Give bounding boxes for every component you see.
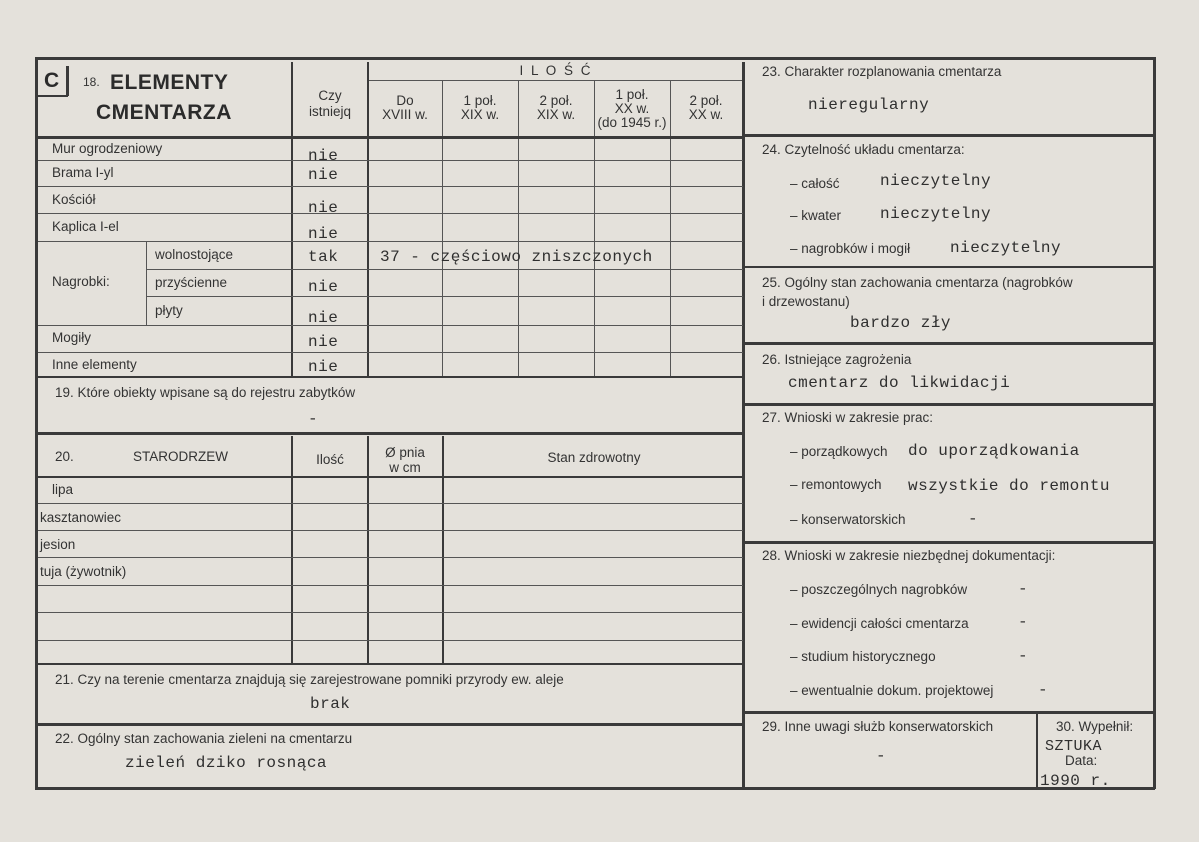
- ilosc-underline: [368, 80, 742, 81]
- element-label-slabs: płyty: [155, 303, 183, 318]
- section-letter-underline: [38, 95, 68, 97]
- q21-label: 21. Czy na terenie cmentarza znajdują się zarejestrowane pomniki przyrody ew. aleje: [55, 672, 564, 687]
- period-header-1: 1 poł. XIX w.: [460, 93, 500, 122]
- row-line: [38, 585, 743, 586]
- q20-col-health: Stan zdrowotny: [547, 450, 641, 465]
- section-19-bottom: [38, 432, 743, 435]
- period-header-3: 1 poł. XX w. (do 1945 r.): [597, 87, 667, 130]
- q25-value: bardzo zły: [850, 314, 952, 332]
- q27-item-conservation-label: – konserwatorskich: [790, 512, 906, 527]
- q23-value: nieregularny: [808, 96, 930, 114]
- q22-label: 22. Ogólny stan zachowania zieleni na cmentarzu: [55, 731, 353, 746]
- row-line: [38, 325, 743, 326]
- q28-item-historical-value: -: [1018, 647, 1029, 665]
- section-21-bottom: [38, 723, 743, 726]
- element-value-other: nie: [308, 358, 339, 376]
- col-sep-nagrobki: [146, 241, 147, 325]
- tree-row-2: jesion: [40, 537, 76, 552]
- q20-col-sep-3: [442, 436, 444, 664]
- frame-bottom: [35, 787, 1155, 790]
- element-value-slabs: nie: [308, 309, 339, 327]
- q20-col-sep-1: [291, 436, 293, 664]
- section-letter: C: [44, 69, 60, 92]
- element-value-wall-mounted: nie: [308, 278, 339, 296]
- element-label-church: Kościół: [52, 192, 96, 207]
- row-line: [38, 241, 743, 242]
- element-label-freestanding: wolnostojące: [155, 247, 234, 262]
- element-label-other: Inne elementy: [52, 357, 137, 372]
- element-label-chapel: Kaplica I-el: [52, 219, 119, 234]
- row-line: [38, 640, 743, 641]
- section-18-bottom: [38, 376, 743, 378]
- middle-divider: [742, 62, 745, 788]
- q27-item-cleanup-value: do uporządkowania: [908, 442, 1080, 460]
- q29-q30-divider: [1036, 713, 1038, 787]
- exists-header-l1: Czy: [318, 88, 342, 103]
- q29-value: -: [876, 747, 887, 765]
- q24-label: 24. Czytelność układu cmentarza:: [762, 142, 965, 157]
- section-27-bottom: [745, 541, 1155, 544]
- q28-item-individual-value: -: [1018, 580, 1029, 598]
- row-line: [38, 557, 743, 558]
- q26-value: cmentarz do likwidacji: [788, 374, 1011, 392]
- q26-label: 26. Istniejące zagrożenia: [762, 352, 912, 367]
- row-line: [146, 296, 743, 297]
- element-value-freestanding: tak: [308, 248, 339, 266]
- period-header-2: 2 poł. XIX w.: [536, 93, 576, 122]
- header-bottom-rule: [38, 136, 743, 139]
- col-sep-exists: [291, 62, 293, 376]
- q28-item-design-label: – ewentualnie dokum. projektowej: [790, 683, 994, 698]
- row-line: [38, 352, 743, 353]
- section-24-bottom: [745, 266, 1155, 268]
- q20-header-rule: [38, 476, 743, 478]
- element-value-chapel: nie: [308, 225, 339, 243]
- q27-item-cleanup-label: – porządkowych: [790, 444, 888, 459]
- element-label-tombs: Mogiły: [52, 330, 92, 345]
- q28-label: 28. Wnioski w zakresie niezbędnej dokumentacji:: [762, 548, 1056, 563]
- q27-item-conservation-value: -: [968, 510, 979, 528]
- row-line: [38, 160, 743, 161]
- col-sep-period-1: [442, 81, 443, 376]
- q20-col-sep-2: [367, 436, 369, 664]
- q30-date: 1990 r.: [1040, 772, 1111, 790]
- q22-value: zieleń dziko rosnąca: [125, 754, 328, 772]
- section-title-line2: CMENTARZA: [96, 101, 232, 124]
- period-header-0: Do XVIII w.: [382, 93, 428, 122]
- row-line: [38, 186, 743, 187]
- frame-left: [35, 57, 38, 789]
- element-label-gate: Brama I-yl: [52, 165, 114, 180]
- freestanding-graves-note: 37 - częściowo zniszczonych: [380, 248, 653, 266]
- frame-right: [1153, 57, 1156, 789]
- q19-value: -: [308, 410, 319, 428]
- col-sep-period-0: [367, 62, 369, 376]
- q27-item-repair-label: – remontowych: [790, 477, 882, 492]
- q24-item-whole-label: – całość: [790, 176, 840, 191]
- element-label-wall: Mur ogrodzeniowy: [52, 141, 163, 156]
- q30-date-label: Data:: [1065, 753, 1098, 768]
- q30-label: 30. Wypełnił:: [1056, 719, 1134, 734]
- section-28-bottom: [745, 711, 1155, 714]
- section-title-line1: ELEMENTY: [110, 71, 229, 94]
- period-header-4: 2 poł. XX w.: [688, 93, 724, 122]
- row-line: [38, 530, 743, 531]
- q28-item-historical-label: – studium historycznego: [790, 649, 936, 664]
- element-label-graves: Nagrobki:: [52, 274, 110, 289]
- q20-col-trunk: Ø pnia w cm: [385, 445, 425, 475]
- frame-top: [35, 57, 1155, 60]
- section-20-bottom: [38, 663, 743, 665]
- exists-header-l2: istniejq: [308, 104, 352, 119]
- tree-row-3: tuja (żywotnik): [40, 564, 127, 579]
- q28-item-individual-label: – poszczególnych nagrobków: [790, 582, 968, 597]
- col-sep-period-4: [670, 81, 671, 376]
- q24-item-quarters-value: nieczytelny: [880, 205, 992, 223]
- section-26-bottom: [745, 403, 1155, 406]
- q20-col-quantity: Ilość: [316, 452, 344, 467]
- q21-value: brak: [310, 695, 351, 713]
- col-sep-period-2: [518, 81, 519, 376]
- section-letter-bar: [66, 66, 69, 96]
- row-line: [38, 503, 743, 504]
- element-value-tombs: nie: [308, 333, 339, 351]
- q25-label-l2: i drzewostanu): [762, 294, 850, 309]
- q27-label: 27. Wnioski w zakresie prac:: [762, 410, 934, 425]
- q28-item-design-value: -: [1038, 681, 1049, 699]
- section-25-bottom: [745, 342, 1155, 345]
- row-line: [38, 213, 743, 214]
- q28-item-records-label: – ewidencji całości cmentarza: [790, 616, 969, 631]
- q24-item-graves-label: – nagrobków i mogił: [790, 241, 911, 256]
- row-line: [38, 612, 743, 613]
- ilosc-header: I L O Ś Ć: [519, 63, 593, 78]
- q25-label-l1: 25. Ogólny stan zachowania cmentarza (nagrobków: [762, 275, 1073, 290]
- section-number: 18.: [83, 75, 100, 89]
- q19-label: 19. Które obiekty wpisane są do rejestru zabytków: [55, 385, 356, 400]
- element-label-wall-mounted: przyścienne: [155, 275, 228, 290]
- row-line: [146, 269, 743, 270]
- section-23-bottom: [745, 134, 1155, 137]
- q24-item-quarters-label: – kwater: [790, 208, 842, 223]
- q27-item-repair-value: wszystkie do remontu: [908, 477, 1111, 495]
- q24-item-graves-value: nieczytelny: [950, 239, 1062, 257]
- tree-row-1: kasztanowiec: [40, 510, 122, 525]
- q20-number: 20.: [55, 449, 74, 464]
- q20-title: STARODRZEW: [133, 449, 228, 464]
- q23-label: 23. Charakter rozplanowania cmentarza: [762, 64, 1002, 79]
- element-value-wall: nie: [308, 147, 339, 165]
- q29-label: 29. Inne uwagi służb konserwatorskich: [762, 719, 994, 734]
- element-value-gate: nie: [308, 166, 339, 184]
- q24-item-whole-value: nieczytelny: [880, 172, 992, 190]
- col-sep-period-3: [594, 81, 595, 376]
- q28-item-records-value: -: [1018, 613, 1029, 631]
- element-value-church: nie: [308, 199, 339, 217]
- tree-row-0: lipa: [52, 482, 74, 497]
- q30-name: SZTUKA: [1045, 738, 1103, 755]
